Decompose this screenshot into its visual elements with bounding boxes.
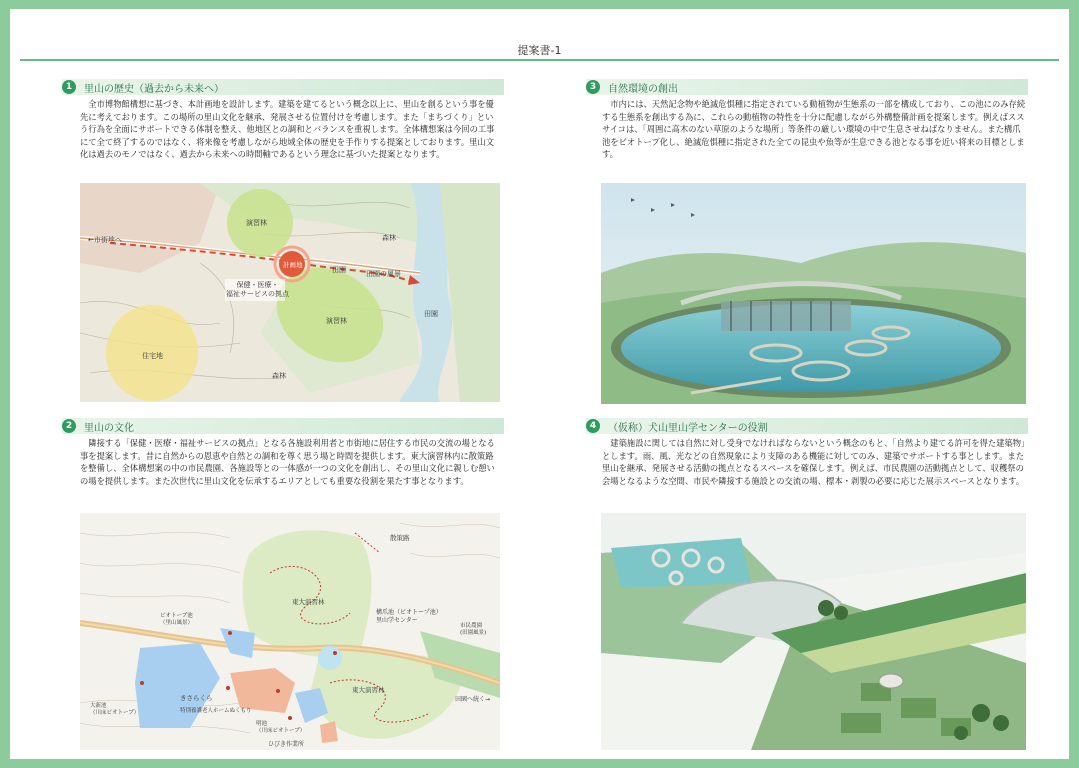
biotope-pond-rendering bbox=[601, 183, 1026, 404]
section-number: 3 bbox=[586, 80, 600, 94]
label-walkway: 散策路 bbox=[390, 534, 410, 542]
label-east-forest-top: 東大演習林 bbox=[292, 598, 325, 606]
document-sheet bbox=[10, 9, 1069, 759]
section-1-heading bbox=[62, 79, 504, 95]
section-2-heading bbox=[62, 418, 504, 434]
section-1-body: 全市博物館構想に基づき、本計画地を設計します。建築を建てるという概念以上に、里山を創るという事を優先に考えております。この場所の里山文化を継承、発展させる位置付けを考慮します。また「まちづくり」という行為を全面にサポートできる体制を整え、他地区との調和とバランスを重視します。全体構想案は今回の工事にて全て終了するのではなく、将来像を考慮しながら地域全体の歴史を手作りする提案としております。里山文化は過去のモノではなく、過去から未来への時間軸であるという理念に基づいた提案となります。 bbox=[80, 99, 495, 160]
label-forest-top: 森林 bbox=[382, 234, 396, 242]
concept-map bbox=[80, 183, 500, 402]
label-oike: 大新池 （川床ビオトープ） bbox=[90, 703, 140, 716]
label-site: 計画地 bbox=[283, 261, 303, 269]
label-biotope-center: 構爪池（ビオトープ池） 里山学センター bbox=[376, 609, 442, 624]
label-field: 田園 bbox=[332, 266, 346, 274]
label-forest-bottom: 森林 bbox=[272, 372, 286, 380]
label-biotope2: 明池 （川床ビオトープ） bbox=[256, 721, 306, 734]
label-shigaichi: ←市街地へ bbox=[88, 236, 122, 244]
label-citizen-farm: 市民農園 (田園風景) bbox=[460, 623, 487, 636]
header-divider bbox=[20, 59, 1059, 61]
section-title: 里山の歴史（過去から未来へ） bbox=[84, 84, 224, 95]
section-title: 里山の文化 bbox=[84, 423, 134, 434]
label-east-forest-bottom: 東大演習林 bbox=[352, 686, 385, 694]
label-to-field: 田園へ続く→ bbox=[455, 696, 491, 703]
section-title: （仮称）犬山里山学センターの役割 bbox=[608, 423, 768, 434]
section-title: 自然環境の創出 bbox=[608, 84, 678, 95]
section-2-body: 隣接する「保健・医療・福祉サービスの拠点」となる各施設利用者と市街地に居住する市民の交流の場となる事を提案します。昔に自然からの恩恵や自然との調和を尊く思う場と時間を提供します。東大演習林内に散策路を整備し、全体構想案の中の市民農園、各施設等との一体感が一つの文化を創出し、その里山文化に親しむ憩いの場を提供します。また次世代に里山文化を伝承するエリアとしても重要な役割を果たす事となります。 bbox=[80, 438, 495, 486]
center-aerial-rendering bbox=[601, 513, 1026, 750]
label-practice-forest-top: 演習林 bbox=[246, 219, 267, 227]
label-nursing-home: 特別養護老人ホームぬくもり bbox=[180, 708, 252, 714]
section-3-heading bbox=[586, 79, 1028, 95]
section-4-body: 建築施設に関しては自然に対し受身でなければならないという概念のもと、「自然より建てる許可を得た建築物」とします。雨、風、光などの自然現象により支障のある機能に対してのみ、建築でサポートする事とします。また里山を継承、発展させる活動の拠点となるスペースを確保します。例えば、市民農園の活動拠点として、収穫祭の会場となるような空間、市民や隣接する施設との交流の場、標本・剥製の必要に応じた展示スペースとなります。 bbox=[602, 438, 1026, 486]
label-hibiki: ひびき作業所 bbox=[268, 741, 305, 748]
label-practice-forest-bottom: 演習林 bbox=[326, 317, 347, 325]
site-plan-map bbox=[80, 513, 500, 750]
page-header: 提案書-1 bbox=[517, 44, 562, 57]
label-field-right: 田園 bbox=[424, 310, 438, 318]
section-3-body: 市内には、天然記念物や絶滅危惧種に指定されている動植物が生態系の一部を構成しており、この池にのみ存続する生態系を創出する為に、これらの動植物の特性を十分に配慮しながら外構整備計画を提案します。例えばススサイコは、「周囲に高木のない草原のような場所」等条件の厳しい環境の中で生息させねばなりません。また構爪池をビオトープ化し、絶滅危惧種に指定された全ての昆虫や魚等が生息できる池となる事を近い将来の目標とします。 bbox=[602, 99, 1026, 160]
label-field-scenery: 田園の風景 bbox=[366, 270, 401, 278]
label-biotope1: ビオトープ池 （里山風景） bbox=[160, 613, 194, 626]
section-4-heading bbox=[586, 418, 1028, 434]
label-residential: 住宅地 bbox=[142, 352, 163, 360]
section-number: 1 bbox=[62, 80, 76, 94]
label-welfare: 保健・医療・ 福祉サービスの拠点 bbox=[226, 281, 289, 298]
section-number: 4 bbox=[586, 419, 600, 433]
section-number: 2 bbox=[62, 419, 76, 433]
label-kisarakura: きさらくら bbox=[180, 694, 213, 702]
